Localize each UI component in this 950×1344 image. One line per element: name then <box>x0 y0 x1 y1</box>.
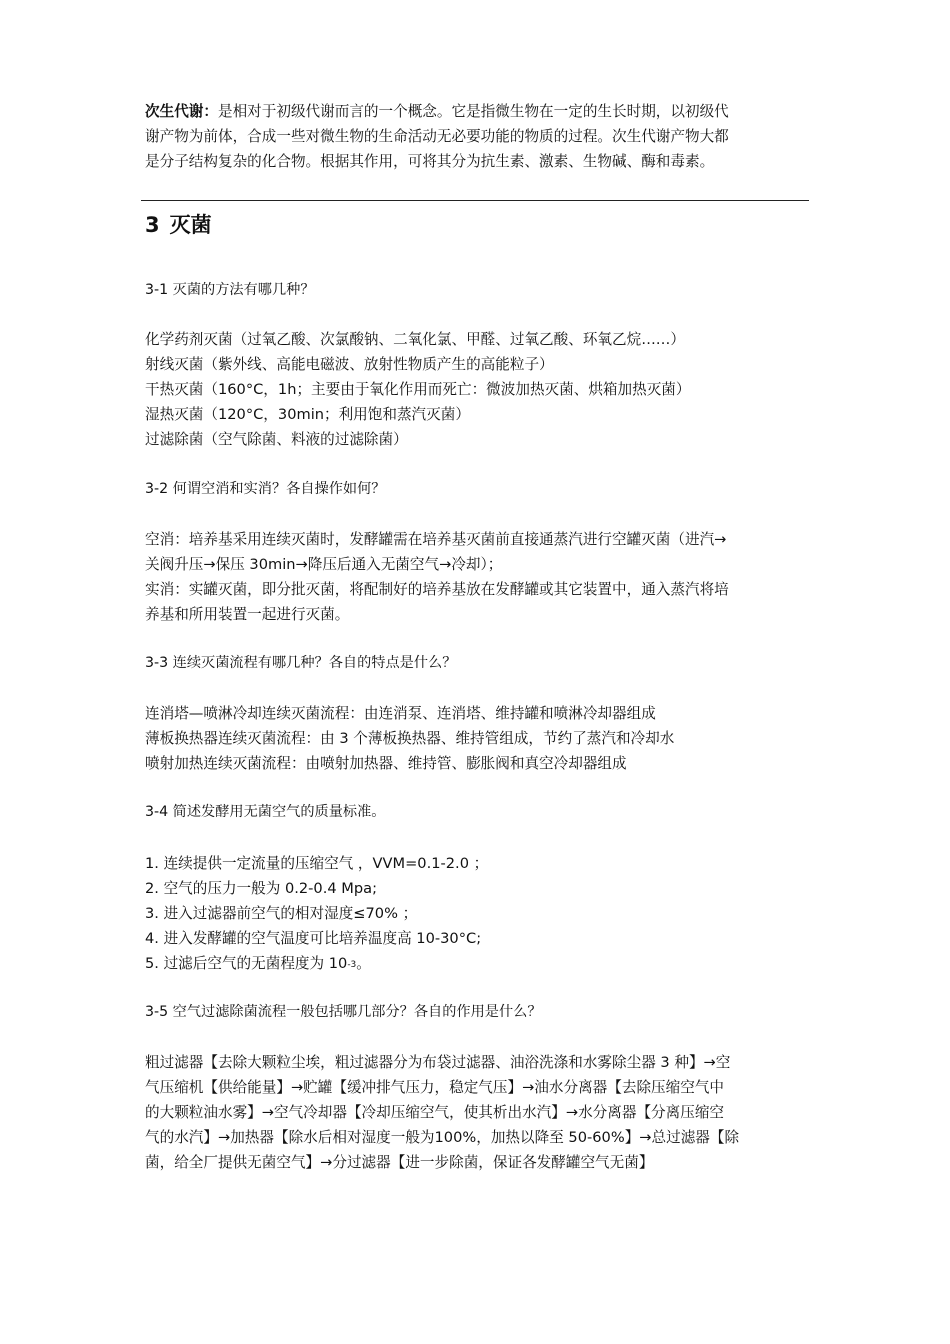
list-item: 4. 进入发酵罐的空气温度可比培养温度高 10-30°C; <box>145 930 482 947</box>
superscript: -3 <box>347 960 357 970</box>
list-item-text: 5. 过滤后空气的无菌程度为 10 <box>145 955 348 972</box>
question-3-4: 3-4 简述发酵用无菌空气的质量标准。 <box>145 804 386 820</box>
list-item: 2. 空气的压力一般为 0.2-0.4 Mpa; <box>145 880 377 897</box>
answer-line: 气压缩机【供给能量】→贮罐【缓冲排气压力，稳定气压】→油水分离器【去除压缩空气中 <box>145 1079 725 1096</box>
answer-line: 化学药剂灭菌（过氧乙酸、次氯酸钠、二氧化氯、甲醛、过氧乙酸、环氧乙烷……） <box>145 331 685 348</box>
list-item: 3. 进入过滤器前空气的相对湿度≤70% ； <box>145 905 418 922</box>
answer-line: 关阀升压→保压 30min→降压后通入无菌空气→冷却）； <box>145 556 503 573</box>
answer-line: 菌，给全厂提供无菌空气】→分过滤器【进一步除菌，保证各发酵罐空气无菌】 <box>145 1154 654 1171</box>
answer-line: 的大颗粒油水雾】→空气冷却器【冷却压缩空气，使其析出水汽】→水分离器【分离压缩空 <box>145 1104 725 1121</box>
list-item <box>145 951 813 979</box>
question-3-1: 3-1 灭菌的方法有哪几种？ <box>145 282 315 298</box>
chapter-number: 3 <box>145 213 160 237</box>
intro-line-3: 是分子结构复杂的化合物。根据其作用，可将其分为抗生素、激素、生物碱、酶和毒素。 <box>145 153 715 170</box>
answer-line: 实消：实罐灭菌，即分批灭菌，将配制好的培养基放在发酵罐或其它装置中，通入蒸汽将培 <box>145 581 729 598</box>
intro-line-2: 谢产物为前体，合成一些对微生物的生命活动无必要功能的物质的过程。次生代谢产物大都 <box>145 128 729 145</box>
answer-line: 薄板换热器连续灭菌流程：由 3 个薄板换热器、维持管组成，节约了蒸汽和冷却水 <box>145 730 675 747</box>
list-item: 1. 连续提供一定流量的压缩空气 ，VVM=0.1-2.0 ； <box>145 855 489 872</box>
question-3-2: 3-2 何谓空消和实消？各自操作如何？ <box>145 481 386 497</box>
answer-line: 粗过滤器【去除大颗粒尘埃，粗过滤器分为布袋过滤器、油浴洗涤和水雾除尘器 3 种】→空 <box>145 1054 731 1071</box>
chapter-heading <box>145 210 212 240</box>
answer-line: 干热灭菌（160°C，1h；主要由于氧化作用而死亡：微波加热灭菌、烘箱加热灭菌） <box>145 381 691 398</box>
answer-line: 养基和所用装置一起进行灭菌。 <box>145 606 350 623</box>
intro-term: 次生代谢： <box>145 103 218 120</box>
answer-line: 气的水汽】→加热器【除水后相对湿度一般为100%，加热以降至 50-60%】→总过滤器【除 <box>145 1129 740 1146</box>
list-item-suffix: 。 <box>356 955 371 972</box>
horizontal-divider <box>141 200 809 201</box>
answer-line: 过滤除菌（空气除菌、料液的过滤除菌） <box>145 431 408 448</box>
answer-line: 空消：培养基采用连续灭菌时，发酵罐需在培养基灭菌前直接通蒸汽进行空罐灭菌（进汽→ <box>145 531 727 548</box>
intro-text: 是相对于初级代谢而言的一个概念。它是指微生物在一定的生长时期，以初级代 <box>217 103 729 120</box>
chapter-title: 灭菌 <box>169 213 212 237</box>
answer-line: 喷射加热连续灭菌流程：由喷射加热器、维持管、膨胀阀和真空冷却器组成 <box>145 755 627 772</box>
answer-line: 射线灭菌（紫外线、高能电磁波、放射性物质产生的高能粒子） <box>145 356 554 373</box>
intro-line-1 <box>145 99 813 124</box>
question-3-5: 3-5 空气过滤除菌流程一般包括哪几部分？各自的作用是什么？ <box>145 1004 542 1020</box>
question-3-3: 3-3 连续灭菌流程有哪几种？各自的特点是什么？ <box>145 655 457 671</box>
answer-line: 连消塔—喷淋冷却连续灭菌流程：由连消泵、连消塔、维持罐和喷淋冷却器组成 <box>145 705 656 722</box>
answer-line: 湿热灭菌（120°C，30min；利用饱和蒸汽灭菌） <box>145 406 470 423</box>
